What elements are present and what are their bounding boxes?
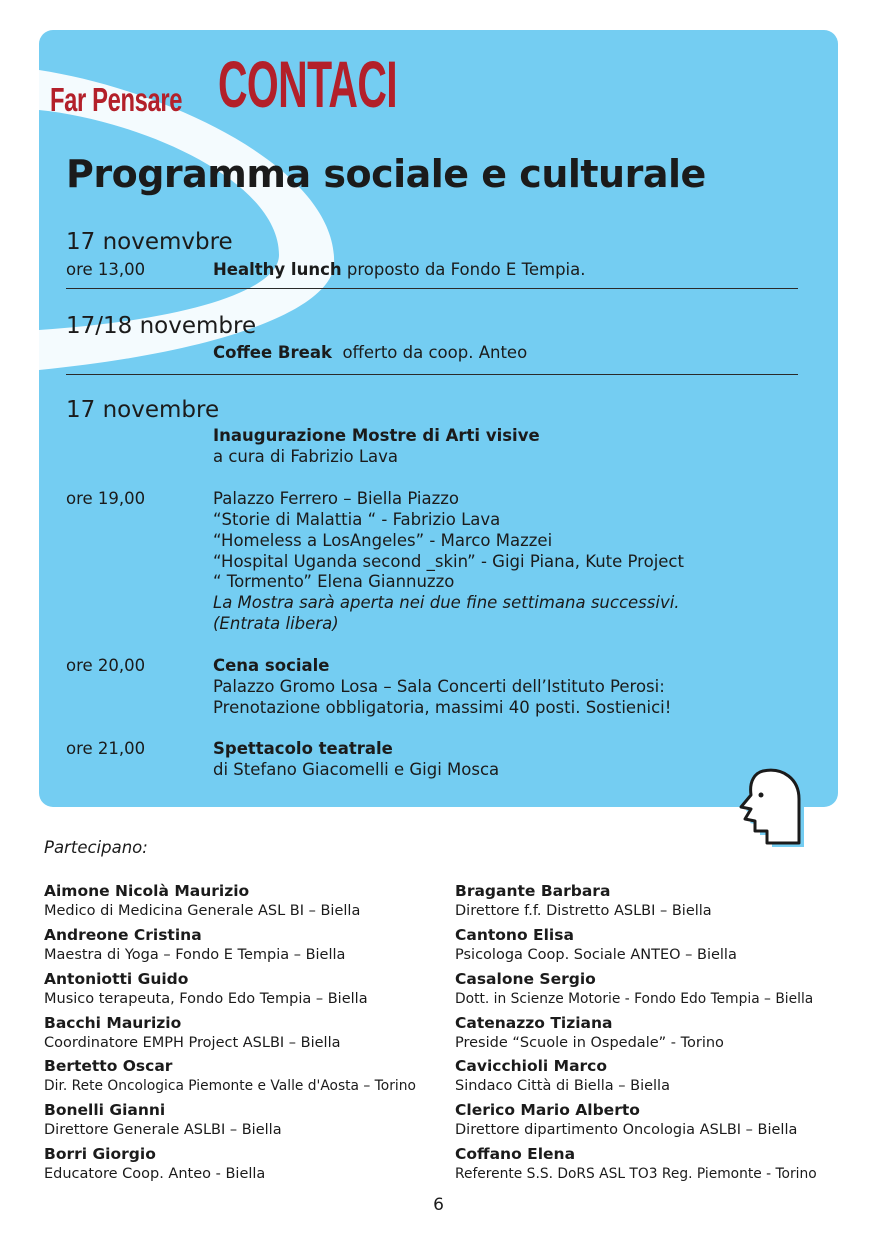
entry-description xyxy=(213,342,527,363)
entry-line: “ Tormento” Elena Giannuzzo xyxy=(213,572,455,591)
participant-role: Maestra di Yoga – Fondo E Tempia – Biella xyxy=(44,947,346,963)
entry-time: ore 20,00 xyxy=(66,656,146,675)
section-date: 17 novemvbre xyxy=(66,229,233,255)
participant-role: Coordinatore EMPH Project ASLBI – Biella xyxy=(44,1035,341,1051)
entry-description xyxy=(213,259,586,280)
participant-role: Psicologa Coop. Sociale ANTEO – Biella xyxy=(455,947,737,963)
participant-name: Bertetto Oscar xyxy=(44,1057,173,1075)
participant-role: Direttore Generale ASLBI – Biella xyxy=(44,1122,282,1138)
participant-name: Aimone Nicolà Maurizio xyxy=(44,882,250,900)
entry-line: “Storie di Malattia “ - Fabrizio Lava xyxy=(213,510,501,529)
entry-line: Palazzo Gromo Losa – Sala Concerti dell’Istituto Perosi: xyxy=(213,677,665,696)
participant-name: Cavicchioli Marco xyxy=(455,1057,608,1075)
entry-text: proposto da Fondo E Tempia. xyxy=(341,260,586,279)
entry-note: (Entrata libera) xyxy=(213,614,339,633)
participant-name: Bacchi Maurizio xyxy=(44,1014,182,1032)
participant-role: Dott. in Scienze Motorie - Fondo Edo Tempia – Biella xyxy=(455,991,814,1007)
entry-time: ore 13,00 xyxy=(66,260,146,279)
divider xyxy=(66,288,798,289)
participant-role: Preside “Scuole in Ospedale” - Torino xyxy=(455,1035,724,1051)
entry-bold: Spettacolo teatrale xyxy=(213,739,393,758)
entry-line: di Stefano Giacomelli e Gigi Mosca xyxy=(213,760,500,779)
participant-role: Educatore Coop. Anteo - Biella xyxy=(44,1166,266,1182)
brand-big-text: CONTACI xyxy=(218,47,398,121)
participant-name: Antoniotti Guido xyxy=(44,970,189,988)
program-title: Programma sociale e culturale xyxy=(66,152,706,196)
participant-role: Medico di Medicina Generale ASL BI – Biella xyxy=(44,903,361,919)
entry-bold: Coffee Break xyxy=(213,343,332,362)
participant-name: Cantono Elisa xyxy=(455,926,574,944)
participant-name: Clerico Mario Alberto xyxy=(455,1101,640,1119)
brand-small-text: Far Pensare xyxy=(50,81,183,118)
entry-bold: Healthy lunch xyxy=(213,260,342,279)
participants-label: Partecipano: xyxy=(44,838,148,857)
participant-name: Catenazzo Tiziana xyxy=(455,1014,613,1032)
section-date: 17 novembre xyxy=(66,397,220,423)
participant-role: Referente S.S. DoRS ASL TO3 Reg. Piemonte - Torino xyxy=(455,1166,817,1182)
entry-line: Prenotazione obbligatoria, massimi 40 posti. Sostienici! xyxy=(213,698,672,717)
participant xyxy=(455,969,865,1009)
participant xyxy=(455,925,865,965)
participant xyxy=(44,881,454,921)
participant-name: Borri Giorgio xyxy=(44,1145,156,1163)
participant xyxy=(44,1100,454,1140)
participant-role: Dir. Rete Oncologica Piemonte e Valle d'Aosta – Torino xyxy=(44,1078,416,1094)
participant xyxy=(44,1144,454,1184)
entry-note: La Mostra sarà aperta nei due fine settimana successivi. xyxy=(213,593,680,612)
participant-name: Andreone Cristina xyxy=(44,926,202,944)
entry-bold: Inaugurazione Mostre di Arti visive xyxy=(213,426,540,445)
participant xyxy=(455,1100,865,1140)
participant-role: Direttore f.f. Distretto ASLBI – Biella xyxy=(455,903,712,919)
divider xyxy=(66,374,798,375)
participant-name: Bragante Barbara xyxy=(455,882,611,900)
participant-name: Casalone Sergio xyxy=(455,970,596,988)
entry-line: “Homeless a LosAngeles” - Marco Mazzei xyxy=(213,531,553,550)
participant-name: Coffano Elena xyxy=(455,1145,576,1163)
participant-role: Direttore dipartimento Oncologia ASLBI – Biella xyxy=(455,1122,798,1138)
entry-bold: Cena sociale xyxy=(213,656,330,675)
section-date: 17/18 novembre xyxy=(66,313,257,339)
head-profile-icon xyxy=(733,765,805,849)
participant-name: Bonelli Gianni xyxy=(44,1101,166,1119)
participant xyxy=(44,1056,454,1096)
entry-line: “Hospital Uganda second _skin” - Gigi Piana, Kute Project xyxy=(213,552,684,571)
participant xyxy=(44,925,454,965)
participant xyxy=(455,881,865,921)
entry-time: ore 19,00 xyxy=(66,489,146,508)
entry-text: offerto da coop. Anteo xyxy=(331,343,528,362)
participant xyxy=(455,1056,865,1096)
participant xyxy=(455,1144,865,1184)
participant xyxy=(44,969,454,1009)
participant xyxy=(455,1013,865,1053)
participant-role: Sindaco Città di Biella – Biella xyxy=(455,1078,670,1094)
entry-time: ore 21,00 xyxy=(66,739,146,758)
page-number: 6 xyxy=(433,1195,444,1215)
entry-text: a cura di Fabrizio Lava xyxy=(213,447,399,466)
entry-line: Palazzo Ferrero – Biella Piazzo xyxy=(213,489,460,508)
participant xyxy=(44,1013,454,1053)
participant-role: Musico terapeuta, Fondo Edo Tempia – Biella xyxy=(44,991,368,1007)
